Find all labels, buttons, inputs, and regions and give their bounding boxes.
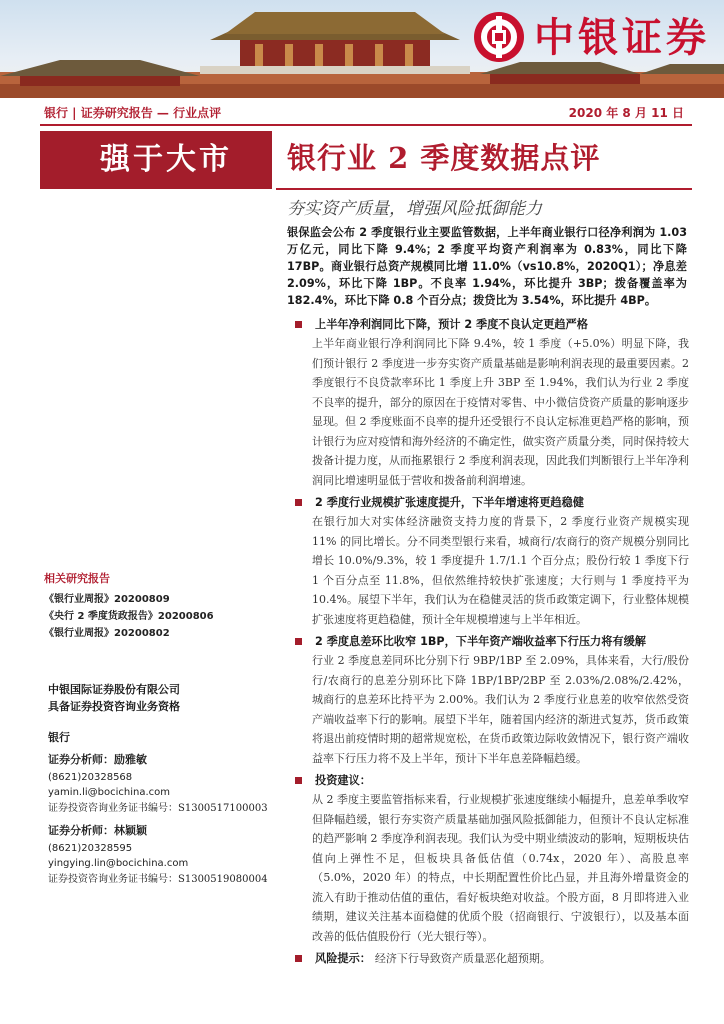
company-logo: [474, 12, 714, 66]
related-reports: [44, 570, 280, 642]
section-heading: 2 季度行业规模扩张速度提升，下半年增速将更趋稳健: [315, 496, 584, 509]
bullet-square-icon: [295, 499, 302, 506]
section-heading: 风险提示：: [315, 952, 371, 965]
analyst-cert: 证券投资咨询业务证书编号：S1300519080004: [48, 873, 268, 885]
breadcrumb: 银行 | 证券研究报告 — 行业点评: [44, 106, 222, 120]
report-subtitle: 夯实资产质量，增强风险抵御能力: [287, 199, 542, 219]
section-heading: 上半年净利润同比下降，预计 2 季度不良认定更趋严格: [315, 318, 588, 331]
bullet-square-icon: [295, 777, 302, 784]
section-body: 从 2 季度主要监管指标来看，行业规模扩张速度继续小幅提升，息差单季收窄但降幅趋缓，银行夯实资产质量基础加强风险抵御能力，但预计不良认定标准的趋严影响 2 季度净利润表现。我们认为受中期业绩波动的影响，短期板块估值向上弹性不足，但板块具备低估值（0.74x，2020 年）、高股息率（5.0%，2020 年）的特点，中长期配置性价比凸显，并且海外增量资金的流入有助于推动估值的重估，看好板块绝对收益。个股方面，8 月即将进入业绩期，建议关注基本面稳健的优质个股（招商银行、宁波银行），以及基本面改善的低估值股份行（光大银行等）。: [312, 793, 689, 943]
firm-name: 中银国际证券股份有限公司: [48, 683, 180, 696]
title-rule: [276, 188, 692, 190]
analyst-card: [48, 752, 280, 816]
bullet-square-icon: [295, 321, 302, 328]
section-body: 上半年商业银行净利润同比下降 9.4%，较 1 季度（+5.0%）明显下降，我们预计银行 2 季度进一步夯实资产质量基础是影响利润表现的最重要因素。2 季度银行不良贷款率环比 1 季度上升 3BP 至 1.94%，我们认为行业 2 季度不良率的提升，部分的原因在于疫情对零售、中小微信贷资产质量的影响逐步显现。但 2 季度账面不良率的提升还受银行不良认定标准更趋严格的影响，预计银行为应对疫情和海外经济的不确定性，做实资产质量分类，同时保持较大拨备计提力度，从而拖累银行 2 季度利润表现，因此我们判断银行上半年净利润同比增速明显低于营收和拨备前利润增速。: [312, 337, 689, 487]
related-report-link[interactable]: 《央行 2 季度货政报告》20200806: [44, 611, 214, 622]
section: [297, 633, 689, 768]
bank-of-china-logo-icon: [474, 12, 524, 62]
section: [297, 950, 689, 968]
related-report-link[interactable]: 《银行业周报》20200809: [44, 594, 170, 605]
analyst-email[interactable]: yingying.lin@bocichina.com: [48, 858, 189, 869]
section: [297, 772, 689, 946]
bullet-square-icon: [295, 955, 302, 962]
firm-qualification: 具备证券投资咨询业务资格: [48, 700, 180, 713]
report-date: 2020 年 8 月 11 日: [568, 106, 684, 120]
section-body: 行业 2 季度息差同环比分别下行 9BP/1BP 至 2.09%，具体来看，大行/股份行/农商行的息差分别环比下降 1BP/1BP/2BP 至 2.03%/2.08%/2.42%，城商行的息差环比持平为 2.00%。我们认为 2 季度行业息差的收窄依然受资产端收益率下行的影响。展望下半年，随着国内经济的渐进式复苏，货币政策将退出前疫情时期的超常规宽松，在货币政策边际收敛情况下，银行资产端收益率下行压力将不及上半年，预计下半年息差降幅趋缓。: [312, 654, 689, 765]
analyst-phone: (8621)20328568: [48, 771, 133, 783]
industry-label: 银行: [48, 731, 70, 744]
bullet-square-icon: [295, 638, 302, 645]
section-body: 经济下行导致资产质量恶化超预期。: [374, 952, 551, 965]
analyst-email[interactable]: yamin.li@bocichina.com: [48, 787, 170, 798]
related-report-link[interactable]: 《银行业周报》20200802: [44, 628, 170, 639]
analyst-phone: (8621)20328595: [48, 842, 133, 854]
section: [297, 494, 689, 629]
analyst-name: 证券分析师：林颖颖: [48, 824, 147, 837]
brand-name: 中银证券: [534, 14, 710, 61]
report-title: 银行业 2 季度数据点评: [287, 141, 601, 175]
section-heading: 投资建议：: [315, 774, 371, 787]
section: [297, 316, 689, 490]
firm-info: [48, 681, 180, 715]
section-heading: 2 季度息差环比收窄 1BP，下半年资产端收益率下行压力将有缓解: [315, 635, 646, 648]
analyst-name: 证券分析师：励雅敏: [48, 753, 147, 766]
related-reports-heading: 相关研究报告: [44, 572, 110, 585]
rating-badge: 强于大市: [40, 131, 272, 189]
summary-paragraph: 银保监会公布 2 季度银行业主要监管数据，上半年商业银行口径净利润为 1.03 万亿元，同比下降 9.4%；2 季度平均资产利润率为 0.83%，同比下降 17BP。商业银行总资产规模同比增 11.0%（vs10.8%，2020Q1）；净息差 2.09%，环比下降 1BP。不良率 1.94%，环比提升 3BP；拨备覆盖率为 182.4%，环比下降 0.8 个百分点；拨贷比为 3.54%，环比提升 4BP。: [287, 226, 687, 307]
analyst-card: [48, 823, 280, 887]
header-banner: [0, 0, 724, 98]
analyst-cert: 证券投资咨询业务证书编号：S1300517100003: [48, 802, 268, 814]
section-body: 在银行加大对实体经济融资支持力度的背景下，2 季度行业资产规模实现 11% 的同比增长。分不同类型银行来看，城商行/农商行的资产规模分别同比增长 10.0%/9.3%，较 1 季度提升 1.7/1.1 个百分点；股份行较 1 季度下行 1 个百分点至 11.8%，但依然维持较快扩张速度；大行则与 1 季度持平为 10.4%。展望下半年，我们认为在稳健灵活的货币政策定调下，行业整体规模扩张速度将更趋稳健，预计全年规模增速与上半年相近。: [312, 515, 689, 626]
report-sections: [297, 316, 689, 972]
